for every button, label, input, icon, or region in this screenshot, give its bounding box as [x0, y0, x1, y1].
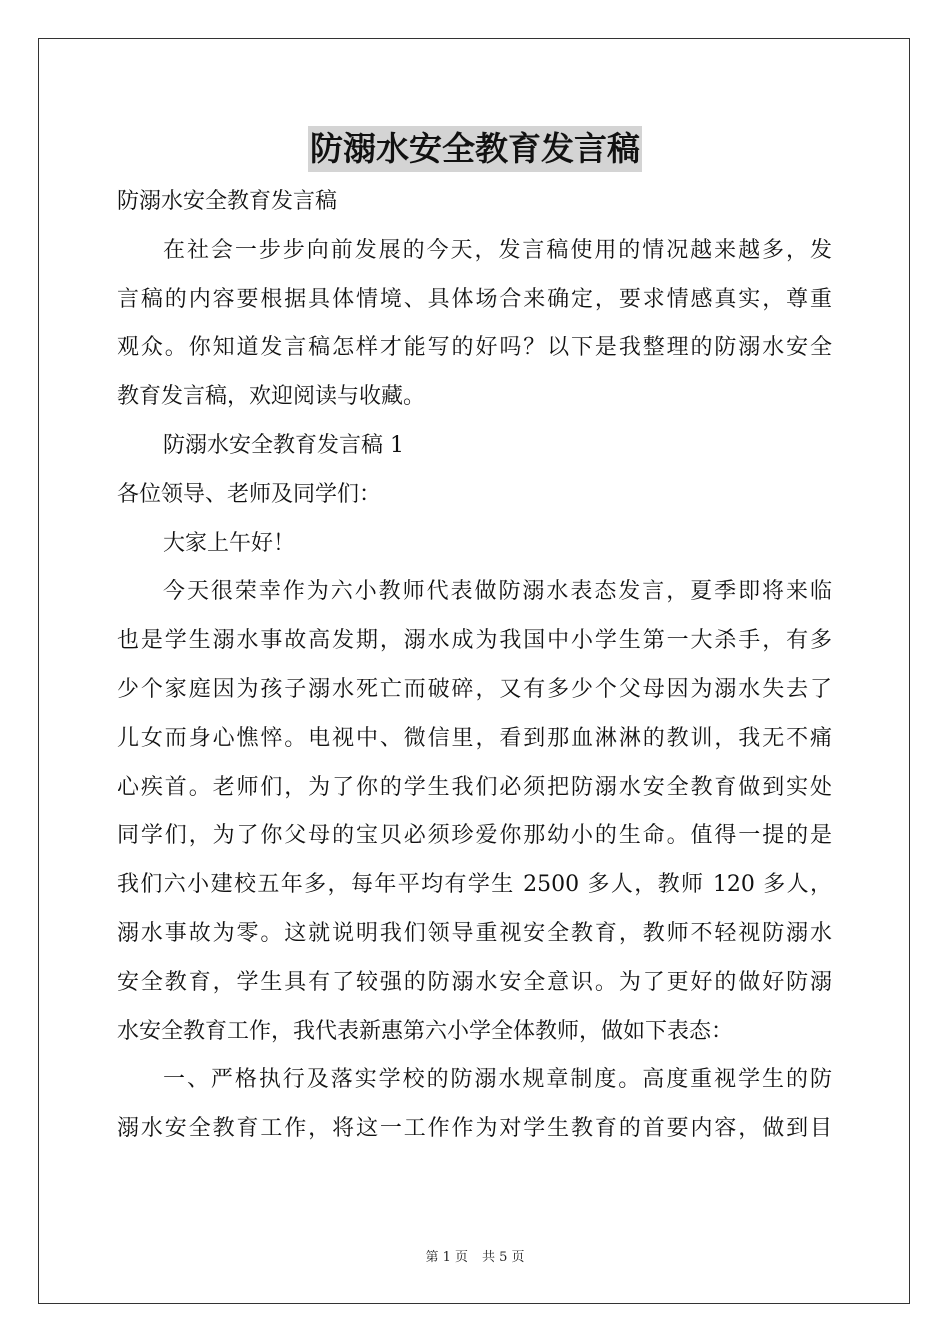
document-title: 防溺水安全教育发言稿 [308, 126, 642, 172]
document-body [117, 178, 837, 1154]
text-line: 防溺水安全教育发言稿 [117, 189, 338, 214]
page-footer [0, 1246, 950, 1265]
text-line: 也是学生溺水事故高发期，溺水成为我国中小学生第一大杀手，有多 [117, 628, 832, 654]
text-line: 大家上午好！ [163, 530, 296, 556]
text-line: 我们六小建校五年多，每年平均有学生 2500 多人，教师 120 多人， [117, 872, 832, 898]
text-line: 各位领导、老师及同学们： [117, 481, 382, 507]
text-line: 少个家庭因为孩子溺水死亡而破碎，又有多少个父母因为溺水失去了 [117, 676, 832, 702]
text-line: 溺水安全教育工作，将这一工作作为对学生教育的首要内容，做到目 [117, 1116, 832, 1142]
page-number: 第 1 页 [425, 1250, 468, 1265]
text-line: 言稿的内容要根据具体情境、具体场合来确定，要求情感真实，尊重 [117, 286, 832, 312]
text-line: 一、严格执行及落实学校的防溺水规章制度。高度重视学生的防 [163, 1067, 832, 1093]
text-line: 儿女而身心憔悴。电视中、微信里，看到那血淋淋的教训，我无不痛 [117, 725, 832, 751]
page-total: 共 5 页 [482, 1250, 525, 1265]
text-line: 在社会一步步向前发展的今天，发言稿使用的情况越来越多，发 [163, 237, 832, 263]
text-line: 教育发言稿，欢迎阅读与收藏。 [117, 384, 426, 410]
text-line: 今天很荣幸作为六小教师代表做防溺水表态发言，夏季即将来临 [163, 579, 832, 605]
text-line: 安全教育，学生具有了较强的防溺水安全意识。为了更好的做好防溺 [117, 969, 832, 995]
text-line: 溺水事故为零。这就说明我们领导重视安全教育，教师不轻视防溺水 [117, 920, 832, 946]
text-line: 观众。你知道发言稿怎样才能写的好吗？以下是我整理的防溺水安全 [117, 335, 832, 361]
text-line: 水安全教育工作，我代表新惠第六小学全体教师，做如下表态： [117, 1018, 734, 1044]
text-line: 同学们，为了你父母的宝贝必须珍爱你那幼小的生命。值得一提的是 [117, 823, 832, 849]
text-line: 防溺水安全教育发言稿 1 [163, 432, 404, 458]
text-line: 心疾首。老师们，为了你的学生我们必须把防溺水安全教育做到实处 [117, 774, 832, 800]
title-area [0, 126, 950, 172]
